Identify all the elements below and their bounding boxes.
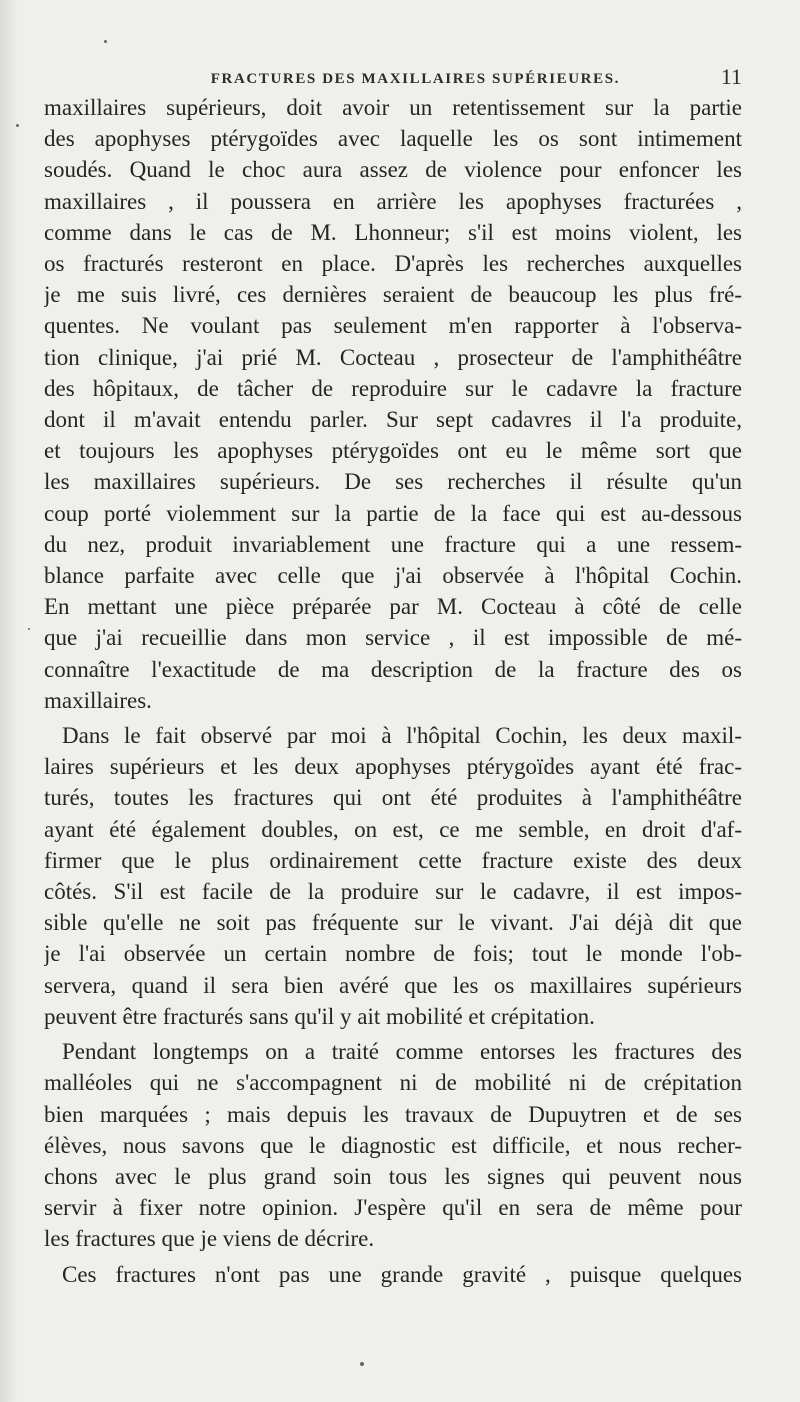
text-line: connaître l'exactitude de ma description de la fracture des os [44, 656, 742, 682]
page-header [48, 58, 742, 88]
text-line: bien marquées ; mais depuis les travaux de Dupuytren et de ses [44, 1101, 742, 1127]
text-line: les fractures que je viens de décrire. [44, 1226, 375, 1252]
text-line: je l'ai observée un certain nombre de fois; tout le monde l'ob- [44, 941, 742, 967]
text-line: maxillaires , il poussera en arrière les apophyses fracturées , [44, 188, 742, 214]
text-line: je me suis livré, ces dernières seraient de beaucoup les plus fré- [44, 282, 742, 308]
text-line: du nez, produit invariablement une fracture qui a une ressem- [44, 531, 742, 557]
text-line: Dans le fait observé par moi à l'hôpital Cochin, les deux maxil- [62, 723, 742, 749]
paper-speck [28, 628, 30, 630]
text-line: firmer que le plus ordinairement cette fracture existe des deux [44, 847, 742, 873]
paper-speck [16, 124, 19, 127]
paragraph-3 [44, 1036, 742, 1254]
text-line: Ces fractures n'ont pas une grande gravité , puisque quelques [62, 1261, 742, 1287]
text-line: les maxillaires supérieurs. De ses recherches il résulte qu'un [44, 469, 742, 495]
text-line: En mettant une pièce préparée par M. Cocteau à côté de celle [44, 594, 742, 620]
text-line: maxillaires supérieurs, doit avoir un retentissement sur la partie [44, 95, 742, 120]
text-line: peuvent être fracturés sans qu'il y ait mobilité et crépitation. [44, 1003, 595, 1029]
text-line: quentes. Ne voulant pas seulement m'en rapporter à l'observa- [44, 313, 742, 339]
text-line: dont il m'avait entendu parler. Sur sept cadavres il l'a produite, [44, 407, 742, 433]
text-line: Pendant longtemps on a traité comme entorses les fractures des [62, 1039, 742, 1065]
paragraph-1 [44, 92, 742, 716]
text-line: côtés. S'il est facile de la produire sur le cadavre, il est impos- [44, 879, 742, 905]
paper-speck [104, 40, 107, 43]
text-line: blance parfaite avec celle que j'ai observée à l'hôpital Cochin. [44, 563, 742, 589]
text-line: malléoles qui ne s'accompagnent ni de mobilité ni de crépitation [44, 1070, 742, 1096]
text-line: ayant été également doubles, on est, ce me semble, en droit d'af- [44, 816, 742, 842]
text-line: comme dans le cas de M. Lhonneur; s'il est moins violent, les [44, 219, 742, 245]
text-line: que j'ai recueillie dans mon service , il est impossible de mé- [44, 625, 742, 651]
text-line: soudés. Quand le choc aura assez de violence pour enfoncer les [44, 157, 742, 183]
text-line: élèves, nous savons que le diagnostic est difficile, et nous recher- [44, 1132, 742, 1158]
body-text [44, 92, 742, 1290]
paper-speck [360, 1362, 364, 1366]
text-line: des hôpitaux, de tâcher de reproduire sur le cadavre la fracture [44, 375, 742, 401]
text-line: et toujours les apophyses ptérygoïdes ont eu le même sort que [44, 438, 742, 464]
text-line: des apophyses ptérygoïdes avec laquelle les os sont intimement [44, 126, 742, 152]
text-line: servir à fixer notre opinion. J'espère qu'il en sera de même pour [44, 1195, 742, 1221]
text-line: sible qu'elle ne soit pas fréquente sur le vivant. J'ai déjà dit que [44, 910, 742, 936]
text-line: tion clinique, j'ai prié M. Cocteau , prosecteur de l'amphithéâtre [44, 344, 742, 370]
page-number: 11 [720, 64, 742, 89]
text-line: chons avec le plus grand soin tous les signes qui peuvent nous [44, 1163, 742, 1189]
text-line: coup porté violemment sur la partie de la face qui est au-dessous [44, 500, 742, 526]
text-line: os fracturés resteront en place. D'après les recherches auxquelles [44, 251, 742, 277]
running-head: FRACTURES DES MAXILLAIRES SUPÉRIEURES. [210, 71, 621, 87]
text-line: servera, quand il sera bien avéré que les os maxillaires supérieurs [44, 972, 742, 998]
text-line: maxillaires. [44, 687, 152, 713]
paragraph-4 [44, 1259, 742, 1290]
text-line: turés, toutes les fractures qui ont été produites à l'amphithéâtre [44, 785, 742, 811]
text-line: laires supérieurs et les deux apophyses ptérygoïdes ayant été frac- [44, 754, 742, 780]
paragraph-2 [44, 720, 742, 1032]
